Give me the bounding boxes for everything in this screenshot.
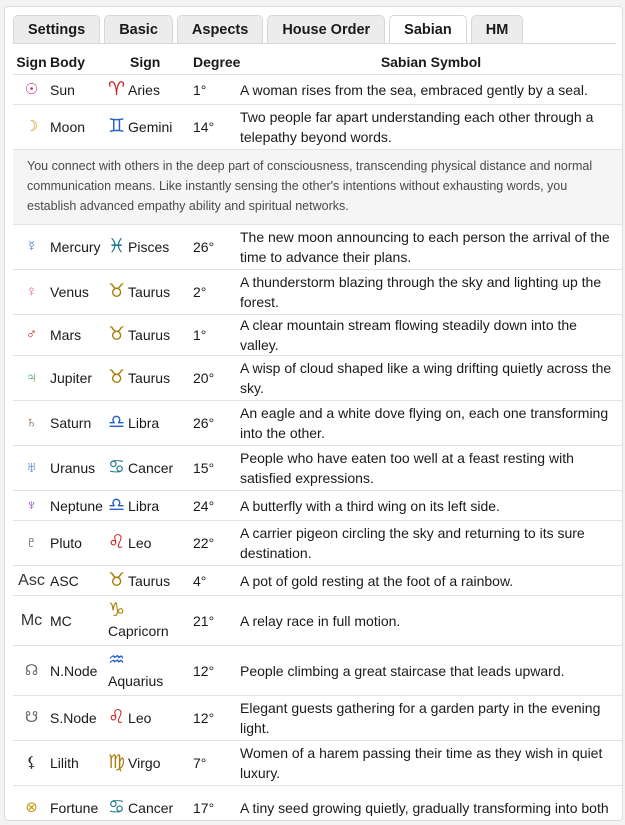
degree-value: 24°: [189, 491, 240, 521]
sabian-symbol-text: A thunderstorm blazing through the sky and lighting up the forest.: [240, 270, 622, 315]
degree-value: 14°: [189, 105, 240, 150]
sign-wrap: [108, 753, 189, 773]
planet-glyph-icon: ♀: [13, 270, 50, 315]
sabian-symbol-text: People climbing a great staircase that leads upward.: [240, 646, 622, 696]
degree-value: 7°: [189, 741, 240, 786]
body-name: Neptune: [50, 491, 108, 521]
sabian-symbol-text: A butterfly with a third wing on its left side.: [240, 491, 622, 521]
tab-house-order[interactable]: House Order: [267, 15, 385, 43]
sign-wrap: [108, 708, 189, 728]
table-row-pluto[interactable]: [13, 521, 622, 566]
zodiac-sign-icon: ♓: [108, 236, 126, 257]
sabian-symbol-text: A woman rises from the sea, embraced gently by a seal.: [240, 75, 622, 105]
sign-cell: [108, 741, 189, 786]
zodiac-sign-icon: ♉: [108, 324, 126, 345]
sign-name: Cancer: [128, 460, 174, 476]
table-row-moon[interactable]: [13, 105, 622, 150]
planet-glyph-icon: Asc: [13, 566, 50, 596]
body-name: Mars: [50, 315, 108, 356]
table-row-snode[interactable]: [13, 696, 622, 741]
sabian-symbol-text: A wisp of cloud shaped like a wing drifting quietly across the sky.: [240, 356, 622, 401]
body-name: Jupiter: [50, 356, 108, 401]
sign-cell: [108, 646, 189, 696]
tab-sabian[interactable]: Sabian: [389, 15, 467, 43]
planet-glyph-icon: ♅: [13, 446, 50, 491]
header-sign-glyph: Sign: [13, 50, 50, 75]
sign-cell: [108, 491, 189, 521]
sign-name: Taurus: [128, 284, 171, 300]
planet-glyph-icon: ☿: [13, 225, 50, 270]
sign-name: Taurus: [128, 370, 171, 386]
sign-wrap: [108, 651, 189, 691]
table-row-jupiter[interactable]: [13, 356, 622, 401]
sabian-symbol-text: Two people far apart understanding each other through a telepathy beyond words.: [240, 105, 622, 150]
body-name: Moon: [50, 105, 108, 150]
table-row-saturn[interactable]: [13, 401, 622, 446]
sign-name: Gemini: [128, 119, 173, 135]
body-name: MC: [50, 596, 108, 646]
sabian-symbol-text: The new moon announcing to each person the arrival of the time to advance their plans.: [240, 225, 622, 270]
table-row-nnode[interactable]: [13, 646, 622, 696]
body-name: Uranus: [50, 446, 108, 491]
table-row-sun[interactable]: [13, 75, 622, 105]
sign-cell: [108, 446, 189, 491]
zodiac-sign-icon: ♉: [108, 367, 126, 388]
sign-wrap: [108, 237, 189, 257]
sign-name: Taurus: [128, 572, 171, 589]
header-degree: Degree: [189, 50, 240, 75]
sign-wrap: [108, 80, 189, 100]
planet-glyph-icon: Mc: [13, 596, 50, 646]
sign-wrap: [108, 413, 189, 433]
tab-hm[interactable]: HM: [471, 15, 524, 43]
sign-name: Pisces: [128, 239, 170, 255]
sign-cell: [108, 696, 189, 741]
degree-value: 21°: [189, 596, 240, 646]
table-row-uranus[interactable]: [13, 446, 622, 491]
table-row-lilith[interactable]: [13, 741, 622, 786]
zodiac-sign-icon: ♎: [108, 494, 126, 516]
tab-aspects[interactable]: Aspects: [177, 15, 263, 43]
zodiac-sign-icon: ♉: [108, 569, 126, 591]
sign-cell: [108, 786, 189, 822]
zodiac-sign-icon: ♋: [108, 457, 126, 478]
degree-value: 20°: [189, 356, 240, 401]
body-name: N.Node: [50, 646, 108, 696]
degree-value: 1°: [189, 75, 240, 105]
sign-name: Leo: [128, 710, 152, 726]
sign-name: Cancer: [128, 800, 174, 816]
degree-value: 15°: [189, 446, 240, 491]
sign-wrap: [108, 282, 189, 302]
sign-cell: [108, 270, 189, 315]
degree-value: 12°: [189, 646, 240, 696]
sign-cell: [108, 356, 189, 401]
table-body: [13, 75, 622, 822]
sabian-symbol-text: A relay race in full motion.: [240, 596, 622, 646]
planet-glyph-icon: ♂: [13, 315, 50, 356]
sabian-symbol-text: Women of a harem passing their time as they wish in quiet luxury.: [240, 741, 622, 786]
planet-glyph-icon: ☋: [13, 696, 50, 741]
planet-glyph-icon: ☊: [13, 646, 50, 696]
table-header-row: [13, 50, 622, 75]
zodiac-sign-icon: ♌: [108, 532, 126, 553]
sabian-symbol-text: A pot of gold resting at the foot of a rainbow.: [240, 566, 622, 596]
body-name: S.Node: [50, 696, 108, 741]
sign-name: Taurus: [128, 327, 171, 343]
sabian-symbol-text: Elegant guests gathering for a garden party in the evening light.: [240, 696, 622, 741]
planet-glyph-icon: ♄: [13, 401, 50, 446]
table-row-asc[interactable]: [13, 566, 622, 596]
body-name: Fortune: [50, 786, 108, 822]
header-sign: Sign: [108, 50, 189, 75]
degree-value: 1°: [189, 315, 240, 356]
degree-value: 26°: [189, 225, 240, 270]
sign-cell: [108, 521, 189, 566]
body-name: Venus: [50, 270, 108, 315]
tab-basic[interactable]: Basic: [104, 15, 173, 43]
table-row-neptune[interactable]: [13, 491, 622, 521]
sign-name: Libra: [128, 415, 160, 431]
planet-glyph-icon: ♃: [13, 356, 50, 401]
zodiac-sign-icon: ♌: [108, 707, 126, 728]
sabian-symbol-text: A carrier pigeon circling the sky and returning to its sure destination.: [240, 521, 622, 566]
degree-value: 26°: [189, 401, 240, 446]
sign-cell: [108, 596, 189, 646]
sign-cell: [108, 75, 189, 105]
zodiac-sign-icon: ♑: [108, 599, 126, 621]
sign-wrap: [108, 601, 189, 641]
degree-value: 12°: [189, 696, 240, 741]
sign-name: Libra: [128, 497, 160, 514]
sign-cell: [108, 566, 189, 596]
sign-name: Aquarius: [108, 672, 164, 689]
planet-glyph-icon: ⚸: [13, 741, 50, 786]
sabian-panel: [4, 6, 623, 821]
sign-cell: [108, 105, 189, 150]
sabian-symbol-text: People who have eaten too well at a feast resting with satisfied expressions.: [240, 446, 622, 491]
sign-wrap: [108, 117, 189, 137]
moon-detail-text: You connect with others in the deep part of consciousness, transcending physical distance and normal communication means. Like instantly sensing the other's intentions without exhausting words, you establish advanced empathy ability and spiritual networks.: [13, 150, 622, 225]
table-row-mercury[interactable]: [13, 225, 622, 270]
table-row-mc[interactable]: [13, 596, 622, 646]
header-body: Body: [50, 50, 108, 75]
sign-wrap: [108, 533, 189, 553]
zodiac-sign-icon: ♍: [108, 752, 126, 773]
planet-glyph-icon: ♆: [13, 491, 50, 521]
zodiac-sign-icon: ♋: [108, 797, 126, 818]
body-name: Mercury: [50, 225, 108, 270]
zodiac-sign-icon: ♉: [108, 281, 126, 302]
table-row-fortune[interactable]: [13, 786, 622, 822]
sign-cell: [108, 401, 189, 446]
sign-name: Aries: [128, 81, 160, 98]
sign-wrap: [108, 368, 189, 388]
body-name: Lilith: [50, 741, 108, 786]
sign-name: Virgo: [128, 755, 161, 771]
sabian-symbol-text: A tiny seed growing quietly, gradually transforming into both: [240, 786, 622, 822]
tab-settings[interactable]: Settings: [13, 15, 100, 43]
zodiac-sign-icon: ♈: [108, 78, 126, 100]
body-name: ASC: [50, 566, 108, 596]
planet-glyph-icon: ⊗: [13, 786, 50, 822]
table-row-venus[interactable]: [13, 270, 622, 315]
sign-wrap: [108, 458, 189, 478]
zodiac-sign-icon: ♒: [108, 649, 126, 671]
degree-value: 22°: [189, 521, 240, 566]
moon-detail-row: [13, 150, 622, 225]
sign-wrap: [108, 571, 189, 591]
sign-name: Capricorn: [108, 622, 169, 639]
zodiac-sign-icon: ♎: [108, 412, 126, 433]
sign-name: Leo: [128, 535, 152, 551]
body-name: Sun: [50, 75, 108, 105]
zodiac-sign-icon: ♊: [108, 116, 126, 137]
tab-bar: [13, 15, 523, 43]
table-row-mars[interactable]: [13, 315, 622, 356]
planet-glyph-icon: ♇: [13, 521, 50, 566]
body-name: Pluto: [50, 521, 108, 566]
degree-value: 17°: [189, 786, 240, 822]
sign-cell: [108, 225, 189, 270]
planet-glyph-icon: ☽: [13, 105, 50, 150]
degree-value: 4°: [189, 566, 240, 596]
header-sabian-symbol: Sabian Symbol: [240, 50, 622, 75]
sabian-table: [13, 50, 622, 821]
sign-wrap: [108, 798, 189, 818]
sabian-symbol-text: An eagle and a white dove flying on, each one transforming into the other.: [240, 401, 622, 446]
planet-glyph-icon: ☉: [13, 75, 50, 105]
sabian-symbol-text: A clear mountain stream flowing steadily down into the valley.: [240, 315, 622, 356]
degree-value: 2°: [189, 270, 240, 315]
sign-wrap: [108, 496, 189, 516]
body-name: Saturn: [50, 401, 108, 446]
sign-wrap: [108, 325, 189, 345]
tab-divider: [13, 43, 616, 44]
sign-cell: [108, 315, 189, 356]
